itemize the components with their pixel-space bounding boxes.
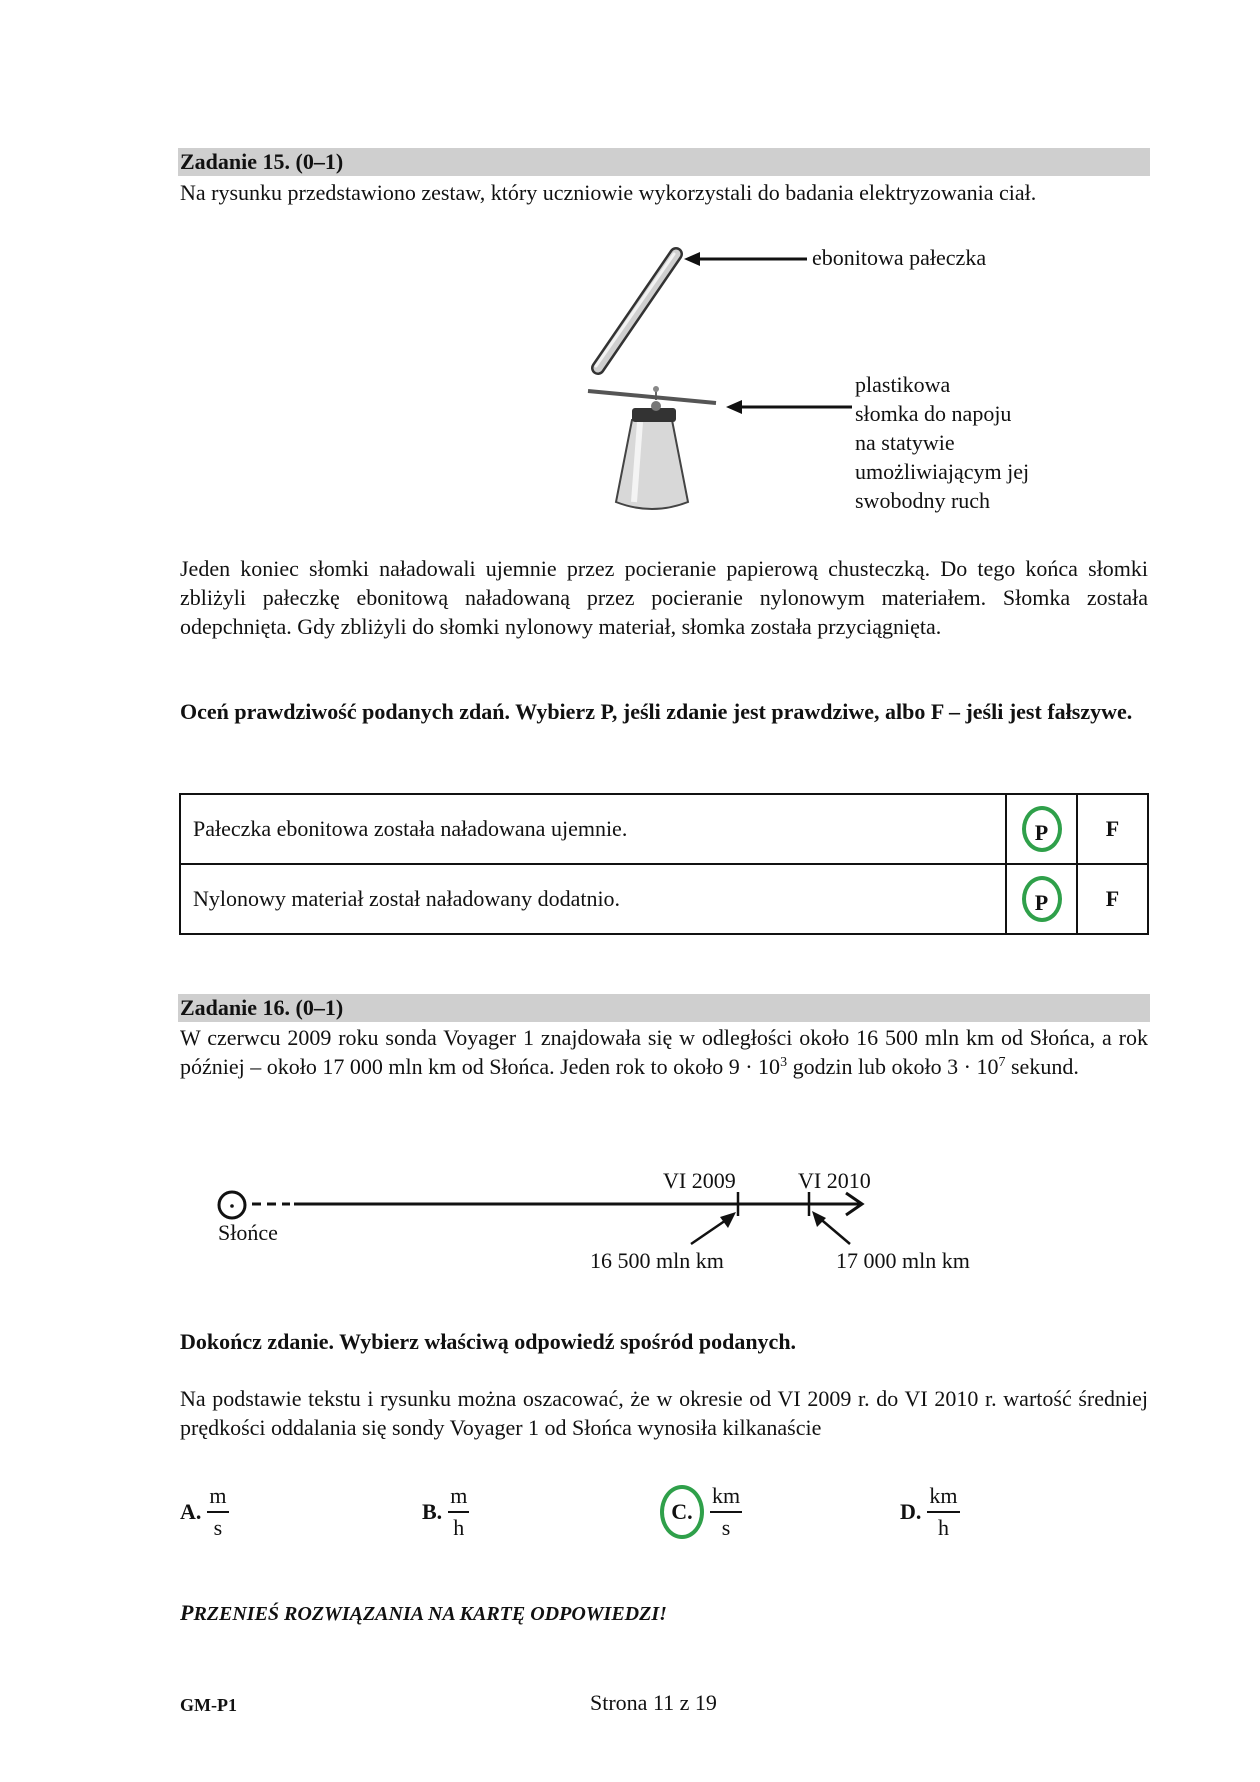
unit-fraction: $\frac{m}{s}$: [209, 1483, 227, 1540]
task15-header: Zadanie 15. (0–1): [178, 148, 1150, 176]
straw-label-5: swobodny ruch: [855, 488, 991, 513]
sun-label: Słońce: [218, 1220, 278, 1245]
answer-letter-selected: C.: [660, 1485, 704, 1539]
straw-on-stand: [588, 386, 716, 509]
task15-instruction: Oceń prawdziwość podanych zdań. Wybierz P, jeśli zdanie jest prawdziwe, albo F – jeśli jest fałszywe.: [180, 699, 1133, 724]
option-p[interactable]: [1006, 864, 1077, 934]
answer-d[interactable]: [900, 1477, 960, 1547]
rod-label: ebonitowa pałeczka: [812, 245, 987, 270]
answer-b[interactable]: [422, 1477, 469, 1547]
task16-intro: W czerwcu 2009 roku sonda Voyager 1 znajdowała się w odległości około 16 500 mln km od Słońca, a rok później – około 17 000 mln km od Słońca. Jeden rok to około $9 \cdot 10^3$ godzin lub około $3 \cdot 10^7$ sekund.: [180, 1025, 1148, 1079]
distance-2009-label: 16 500 mln km: [590, 1248, 724, 1273]
answer-c[interactable]: [660, 1477, 742, 1547]
answer-letter: D.: [900, 1499, 922, 1524]
straw-arrow: [726, 400, 852, 414]
sun-icon: [219, 1192, 245, 1218]
option-p[interactable]: [1006, 794, 1077, 864]
unit-fraction: $\frac{km}{h}$: [929, 1483, 958, 1540]
statement-text: Nylonowy materiał został naładowany dodatnio.: [180, 864, 1006, 934]
answer-letter: B.: [422, 1499, 443, 1524]
arrow-2009: [691, 1212, 736, 1244]
answer-options: [180, 1477, 1150, 1547]
transfer-answers-note: PRZENIEŚ ROZWIĄZANIA NA KARTĘ ODPOWIEDZI!: [180, 1600, 667, 1625]
straw-label-2: słomka do napoju: [855, 401, 1012, 426]
selected-circle: P: [1022, 806, 1062, 852]
table-row: [180, 864, 1148, 934]
exam-code: GM-P1: [180, 1695, 237, 1715]
true-false-table: [179, 793, 1149, 935]
ebonite-rod: [596, 254, 676, 368]
straw-label-3: na statywie: [855, 430, 955, 455]
answer-letter: A.: [180, 1499, 202, 1524]
distance-2010-label: 17 000 mln km: [836, 1248, 970, 1273]
rod-arrow: [684, 252, 807, 266]
mark-2009-label: VI 2009: [663, 1168, 736, 1193]
option-f[interactable]: F: [1077, 864, 1148, 934]
task15-intro: Na rysunku przedstawiono zestaw, który uczniowie wykorzystali do badania elektryzowania ciał.: [180, 180, 1037, 205]
answer-a[interactable]: [180, 1477, 229, 1547]
option-f[interactable]: F: [1077, 794, 1148, 864]
statement-text: Pałeczka ebonitowa została naładowana ujemnie.: [180, 794, 1006, 864]
straw-label-4: umożliwiającym jej: [855, 459, 1030, 484]
unit-fraction: $\frac{m}{h}$: [450, 1483, 468, 1540]
task16-question: Na podstawie tekstu i rysunku można oszacować, że w okresie od VI 2009 r. do VI 2010 r. wartość średniej prędkości oddalania się sondy Voyager 1 od Słońca wynosiła kilkanaście: [180, 1386, 1148, 1440]
straw-label-1: plastikowa: [855, 372, 951, 397]
mark-2010-label: VI 2010: [798, 1168, 871, 1193]
page-number: Strona 11 z 19: [590, 1690, 717, 1715]
arrow-2010: [812, 1211, 850, 1244]
task16-instruction: Dokończ zdanie. Wybierz właściwą odpowiedź spośród podanych.: [180, 1329, 797, 1354]
task15-description: Jeden koniec słomki naładowali ujemnie przez pocieranie papierową chusteczką. Do tego końca słomki zbliżyli pałeczkę ebonitową naładowaną przez pocieranie nylonowym materiałem. Słomka została odepchnięta. Gdy zbliżyli do słomki nylonowy materiał, słomka została przyciągnięta.: [180, 556, 1148, 639]
unit-fraction: $\frac{km}{s}$: [712, 1483, 741, 1540]
table-row: [180, 794, 1148, 864]
selected-circle: P: [1022, 876, 1062, 922]
electrification-figure: [560, 240, 860, 530]
task16-header: Zadanie 16. (0–1): [178, 994, 1150, 1022]
